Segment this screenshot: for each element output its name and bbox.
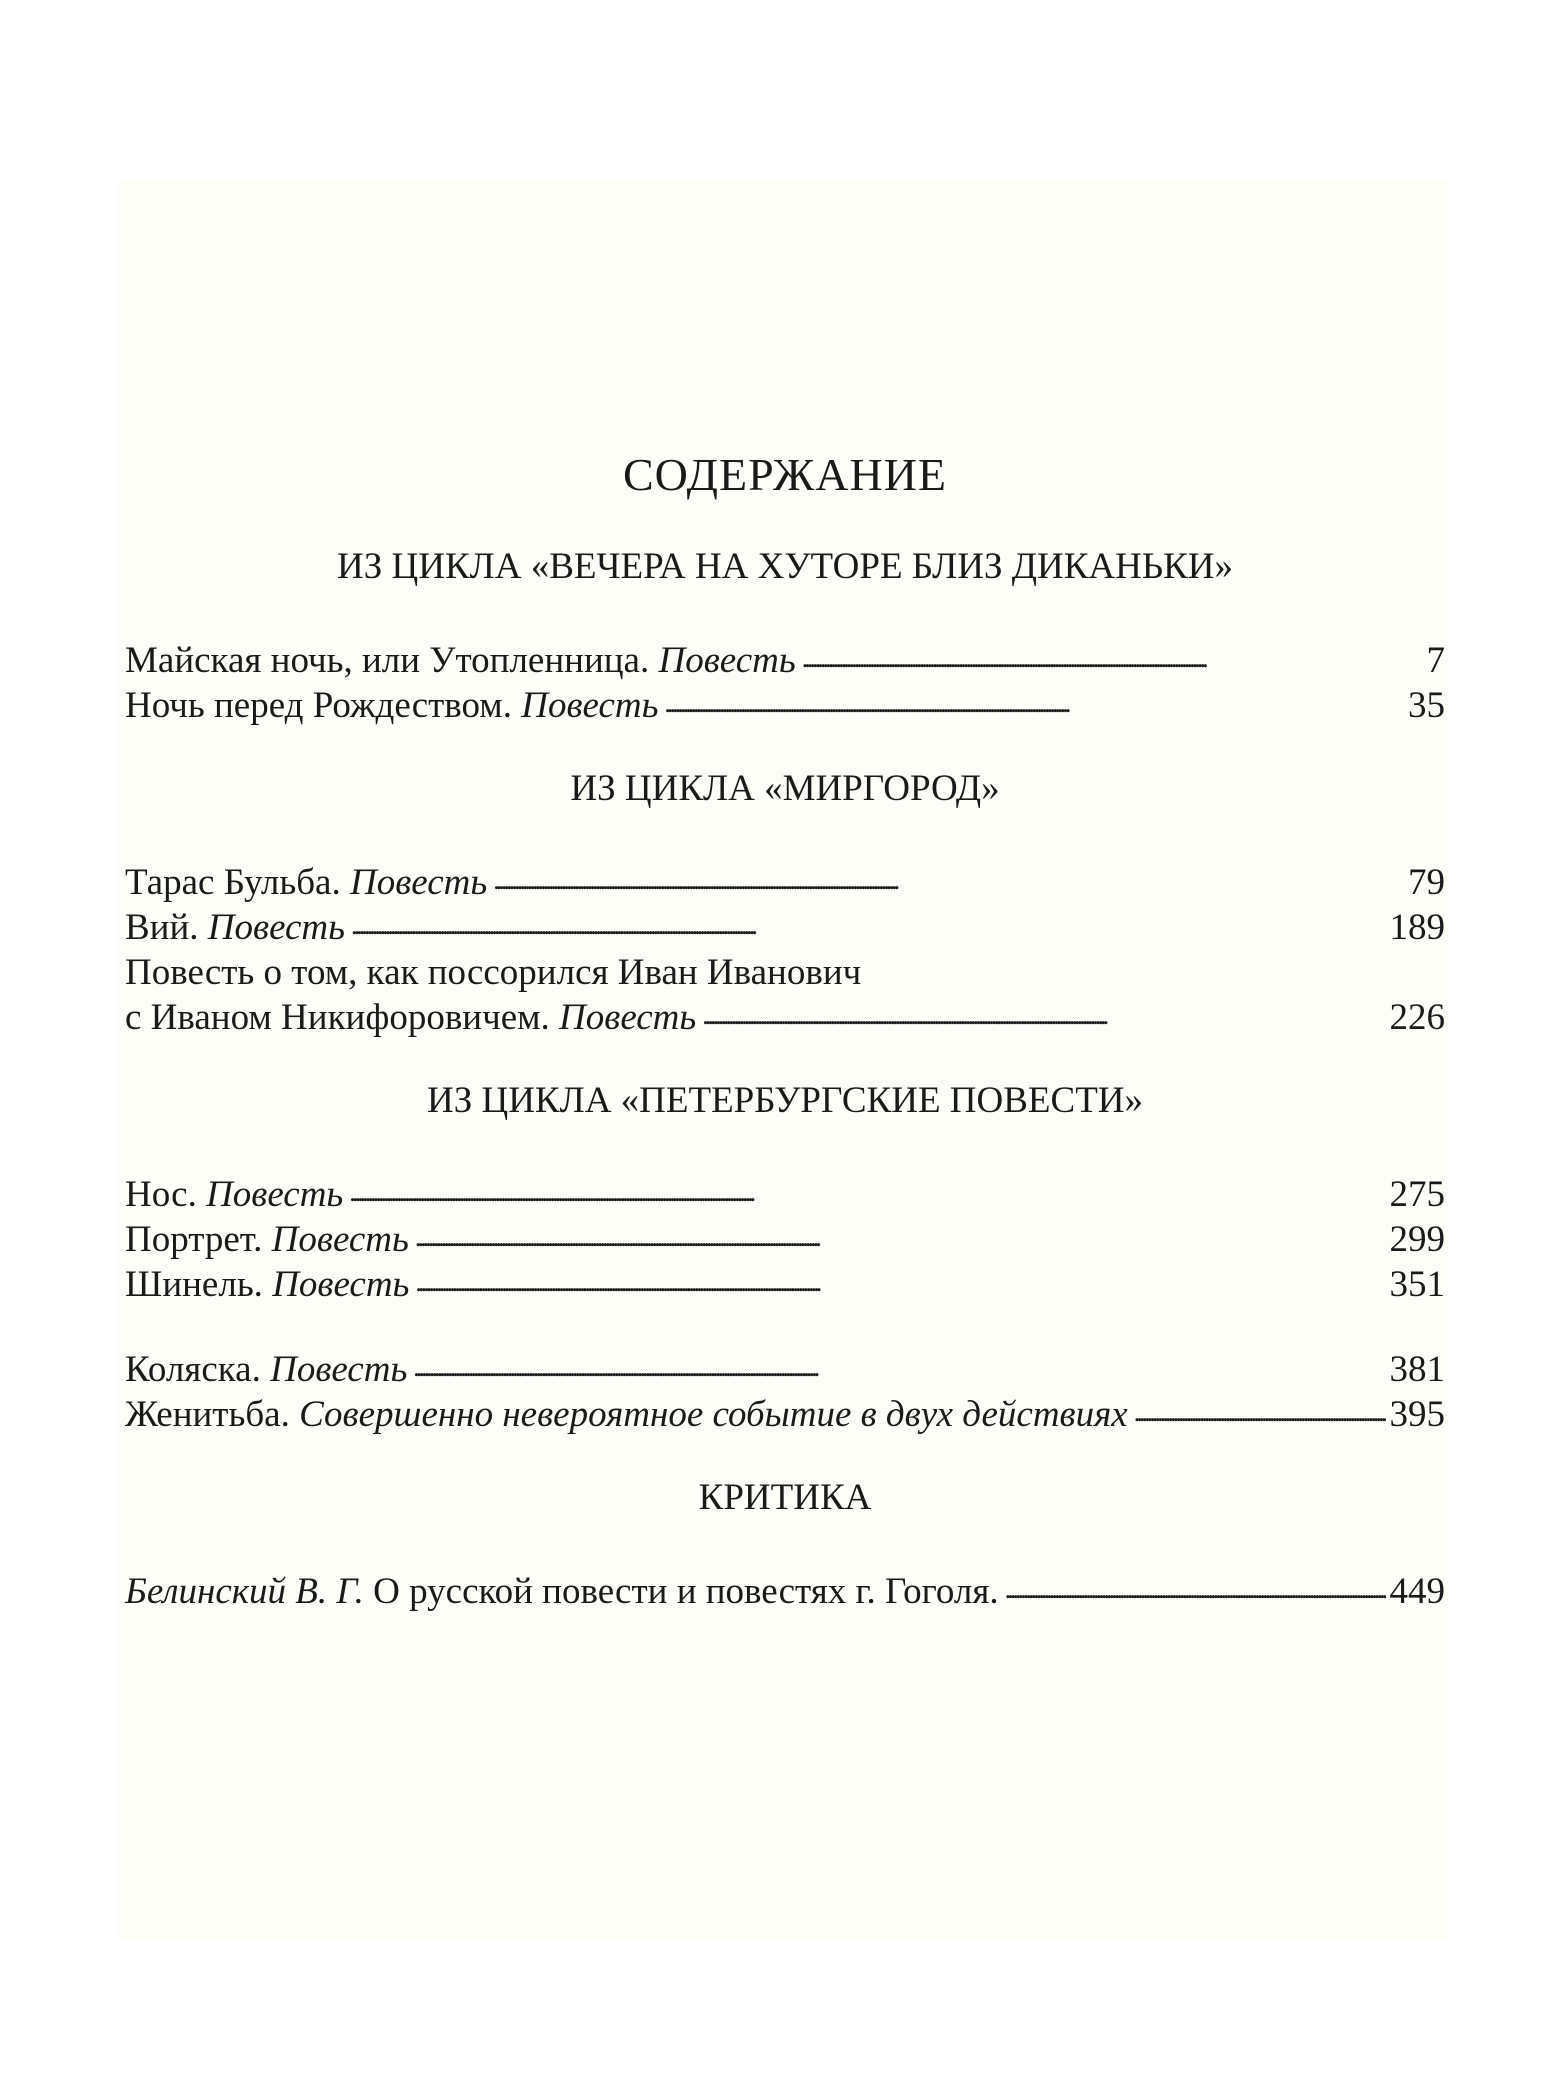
entry-title-line1: Повесть о том, как поссорился Иван Иванович (125, 952, 862, 993)
section-petersburg (125, 1078, 1445, 1437)
dot-leader (413, 1351, 1385, 1381)
entry-page: 395 (1389, 1394, 1445, 1435)
toc-entry[interactable] (125, 905, 1445, 950)
entry-label (125, 995, 696, 1040)
dot-leader (664, 687, 1404, 717)
entry-page: 275 (1389, 1174, 1445, 1215)
entry-author: Белинский В. Г. (125, 1571, 364, 1612)
entry-label (125, 905, 345, 950)
dot-leader (1005, 1573, 1386, 1603)
entry-title: Тарас Бульба. (125, 862, 341, 903)
entry-page: 299 (1389, 1219, 1445, 1260)
section-mirgorod (125, 766, 1445, 1040)
entry-genre: Повесть (271, 1219, 409, 1260)
toc-entry[interactable] (125, 860, 1445, 905)
toc-entry[interactable] (125, 683, 1445, 728)
entry-genre: Повесть (206, 1174, 344, 1215)
entry-title: Коляска. (125, 1349, 261, 1390)
entry-title: Майская ночь, или Утопленница. (125, 640, 650, 681)
entry-label (125, 1392, 1128, 1437)
toc-entry[interactable] (125, 1347, 1445, 1392)
entry-label (125, 1262, 409, 1307)
entry-title: Вий. (125, 907, 199, 948)
entry-title: Нос. (125, 1174, 197, 1215)
entry-title: О русской повести и повестях г. Гоголя. (373, 1571, 999, 1612)
dot-leader (415, 1221, 1386, 1251)
section-heading: ИЗ ЦИКЛА «ПЕТЕРБУРГСКИЕ ПОВЕСТИ» (426, 1080, 1144, 1121)
entry-genre: Повесть (521, 685, 659, 726)
entry-label (125, 1569, 999, 1614)
section-heading: ИЗ ЦИКЛА «ВЕЧЕРА НА ХУТОРЕ БЛИЗ ДИКАНЬКИ» (337, 546, 1233, 587)
entry-page: 79 (1408, 862, 1445, 903)
entry-genre: Повесть (658, 640, 796, 681)
section-criticism (125, 1475, 1445, 1614)
entry-page: 351 (1389, 1264, 1445, 1305)
entry-page: 7 (1426, 640, 1445, 681)
entry-label (125, 638, 796, 683)
dot-leader (415, 1266, 1385, 1296)
section-dikanka (125, 544, 1445, 728)
entry-genre: Повесть (270, 1349, 408, 1390)
entry-page: 226 (1389, 997, 1445, 1038)
entry-page: 189 (1389, 907, 1445, 948)
toc-entry[interactable] (125, 1392, 1445, 1437)
entry-genre: Совершенно невероятное событие в двух действиях (299, 1394, 1128, 1435)
table-of-contents (125, 448, 1445, 1652)
toc-entry[interactable] (125, 1172, 1445, 1217)
spacer (125, 1307, 1445, 1347)
dot-leader (802, 642, 1423, 672)
entry-label (125, 860, 487, 905)
entry-genre: Повесть (207, 907, 345, 948)
dot-leader (493, 864, 1404, 894)
entry-title: Ночь перед Рождеством. (125, 685, 512, 726)
entry-genre: Повесть (559, 997, 697, 1038)
entry-label (125, 1217, 409, 1262)
entry-label (125, 1172, 343, 1217)
entry-page: 35 (1408, 685, 1445, 726)
entry-page: 449 (1389, 1571, 1445, 1612)
toc-entry[interactable] (125, 1569, 1445, 1614)
dot-leader (349, 1176, 1385, 1206)
toc-entry (125, 995, 1445, 1040)
entry-label (125, 1347, 407, 1392)
entry-title: с Иваном Никифоровичем. (125, 997, 550, 1038)
entry-title: Женитьба. (125, 1394, 290, 1435)
entry-page: 381 (1389, 1349, 1445, 1390)
toc-entry[interactable] (125, 1262, 1445, 1307)
section-heading: КРИТИКА (698, 1477, 872, 1518)
dot-leader (1134, 1396, 1386, 1426)
toc-entry-multiline[interactable] (125, 950, 1445, 1040)
entry-genre: Повесть (349, 862, 488, 903)
section-heading: ИЗ ЦИКЛА «МИРГОРОД» (570, 768, 1000, 809)
entry-title: Портрет. (125, 1219, 263, 1260)
page-title: СОДЕРЖАНИЕ (622, 449, 948, 500)
entry-label (125, 683, 658, 728)
toc-entry[interactable] (125, 638, 1445, 683)
toc-entry[interactable] (125, 1217, 1445, 1262)
dot-leader (351, 909, 1386, 939)
entry-title: Шинель. (125, 1264, 263, 1305)
entry-genre: Повесть (272, 1264, 410, 1305)
dot-leader (702, 999, 1385, 1029)
